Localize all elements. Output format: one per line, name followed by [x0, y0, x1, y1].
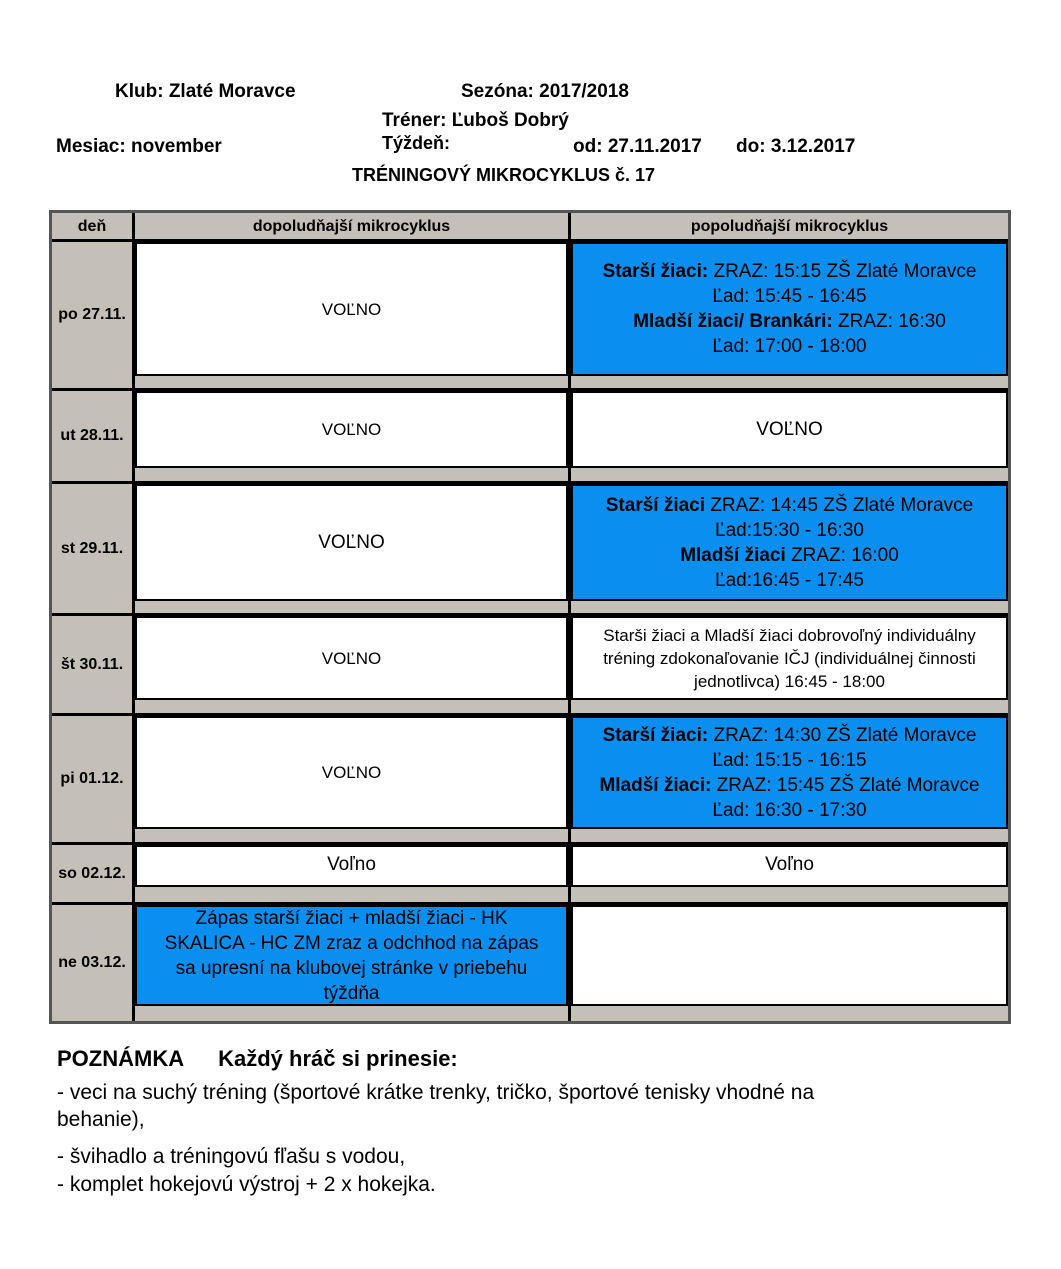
day-label: št 30.11.: [60, 655, 124, 673]
afternoon-cell: [571, 905, 1008, 1006]
cell-text: VOĽNO: [321, 648, 382, 668]
cell-line: tréning zdokonaľovanie IČJ (individuálnej činnosti: [603, 648, 976, 668]
cell-line: Ľad:15:30 - 16:30: [715, 519, 864, 541]
club-label: Klub: Zlaté Moravce: [115, 81, 296, 102]
cell-line: jednotlivca) 16:45 - 18:00: [694, 671, 885, 691]
morning-cell: [135, 391, 568, 468]
cell-line: Mladší žiaci ZRAZ: 16:00: [680, 544, 899, 566]
page-title: TRÉNINGOVÝ MIKROCYKLUS č. 17: [352, 165, 656, 185]
note-line: behanie),: [57, 1108, 145, 1131]
week-label: Týždeň:: [382, 133, 451, 153]
coach-label: Tréner: Ľuboš Dobrý: [382, 110, 569, 131]
morning-cell: [135, 616, 568, 700]
afternoon-cell: [571, 242, 1008, 376]
cell-line: Starši žiaci a Mladší žiaci dobrovoľný individuálny: [603, 625, 976, 645]
morning-cell: [135, 484, 568, 601]
cell-text: Voľno: [327, 854, 376, 875]
afternoon-cell: [571, 484, 1008, 601]
note-line: - veci na suchý tréning (športové krátke trenky, tričko, športové tenisky vhodné na: [57, 1081, 815, 1104]
cell-line: Ľad: 15:45 - 16:45: [712, 286, 867, 307]
month-label: Mesiac: november: [56, 136, 222, 157]
cell-line: Mladší žiaci: ZRAZ: 15:45 ZŠ Zlaté Moravce: [599, 774, 980, 796]
afternoon-cell: [571, 716, 1008, 829]
day-label: ut 28.11.: [60, 427, 124, 444]
cell-text: VOĽNO: [756, 419, 823, 440]
morning-cell: [135, 716, 568, 829]
week-from: od: 27.11.2017: [573, 136, 702, 157]
note-line: - švihadlo a tréningovú fľašu s vodou,: [57, 1145, 406, 1168]
cell-line: Starší žiaci ZRAZ: 14:45 ZŠ Zlaté Moravce: [605, 494, 974, 516]
cell-text: VOĽNO: [321, 420, 382, 439]
season-label: Sezóna: 2017/2018: [461, 81, 629, 102]
cell-text: VOĽNO: [321, 299, 382, 319]
afternoon-cell: [571, 616, 1008, 700]
cell-line: Mladší žiaci/ Brankári: ZRAZ: 16:30: [633, 311, 946, 332]
morning-cell: [135, 905, 568, 1006]
schedule-table: [49, 210, 1011, 1024]
cell-line: Ľad: 17:00 - 18:00: [712, 336, 867, 357]
day-label: st 29.11.: [60, 539, 124, 557]
afternoon-cell: [571, 845, 1008, 887]
column-header-morning: dopoludňajší mikrocyklus: [135, 215, 568, 239]
column-header-day: deň: [52, 215, 132, 239]
cell-line: Ľad:16:45 - 17:45: [715, 569, 864, 591]
cell-text: VOĽNO: [321, 763, 382, 782]
cell-line: týždňa: [323, 982, 380, 1004]
week-to: do: 3.12.2017: [736, 136, 856, 157]
cell-line: Ľad: 15:15 - 16:15: [712, 749, 867, 771]
note-header: [57, 1046, 458, 1072]
day-label: ne 03.12.: [58, 954, 126, 971]
cell-line: Ľad: 16:30 - 17:30: [712, 799, 867, 821]
day-label: pi 01.12.: [60, 770, 124, 787]
day-label: po 27.11.: [58, 306, 126, 323]
cell-line: sa upresní na klubovej stránke v priebehu: [175, 957, 528, 979]
note-line: - komplet hokejovú výstroj + 2 x hokejka.: [57, 1173, 436, 1196]
note-heading: Každý hráč si prinesie:: [218, 1046, 458, 1071]
cell-line: Starší žiaci: ZRAZ: 15:15 ZŠ Zlaté Moravce: [602, 261, 977, 282]
cell-text: Voľno: [765, 854, 814, 875]
cell-line: Starší žiaci: ZRAZ: 14:30 ZŠ Zlaté Moravce: [602, 724, 977, 746]
column-header-afternoon: popoludňajší mikrocyklus: [571, 215, 1008, 239]
afternoon-cell: [571, 391, 1008, 468]
note-label: POZNÁMKA: [57, 1046, 185, 1071]
cell-text: VOĽNO: [318, 532, 385, 553]
cell-line: SKALICA - HC ZM zraz a odchhod na zápas: [164, 932, 539, 954]
morning-cell: [135, 845, 568, 887]
cell-line: Zápas starší žiaci + mladší žiaci - HK: [195, 907, 508, 929]
morning-cell: [135, 242, 568, 376]
day-label: so 02.12.: [58, 864, 126, 882]
